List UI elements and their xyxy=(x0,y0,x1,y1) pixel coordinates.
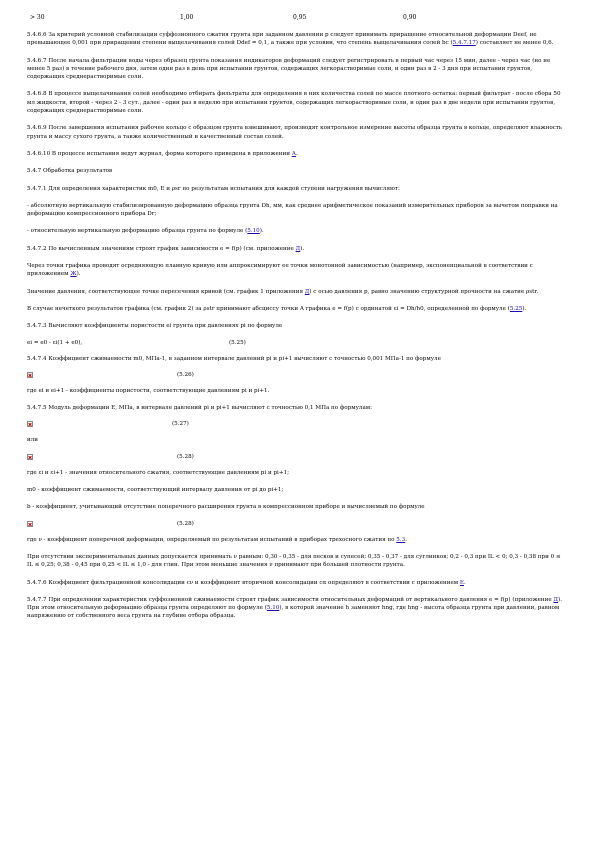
paragraph-5475-f: При отсутствии экспериментальных данных допускается принимать ν равным: 0,30 - 0,35 - для песков и супесей; 0,35 - 0,37 - для суглинков; 0,2 - 0,3 при IL < 0; 0,3 - 0,38 при 0 ≤ IL ≤ 0,25; 0,38 - 0,45 при 0,25 < IL ≤ 1,0 - для глин. При этом меньшие значения ν принимают при большей плотности грунта. xyxy=(27,553,561,569)
paragraph-text: Значение давления, соответствующее точке пересечения кривой (см. график 1 приложения xyxy=(27,288,305,295)
paragraph-5472: 5.4.7.2 По вычисленным значениям строят график зависимости e = f(p) (см. приложение Д). xyxy=(27,245,305,252)
equation-number: (5.26) xyxy=(177,371,194,378)
table-row-last xyxy=(27,14,568,22)
link-appendix-d[interactable]: Д xyxy=(304,288,310,295)
link-section-5-3[interactable]: 5.3 xyxy=(396,536,406,543)
paragraph-text: 5.4.7.6 Коэффициент фильтрационной консолидации cν и коэффициент вторичной консолидации cα определяют в соответствии с приложением xyxy=(27,579,460,586)
paragraph-5474-b: где ei и ei+1 - коэффициенты пористости, соответствующие давлениям pi и pi+1. xyxy=(27,387,270,394)
table-cell: 0,90 xyxy=(403,14,417,21)
formula-text: ei = e0 - εi(1 + e0), xyxy=(27,339,83,346)
paragraph-5475-d: b - коэффициент, учитывающий отсутствие поперечного расширения грунта в компрессионном приборе и вычисляемый по формуле xyxy=(27,504,425,511)
paragraph-text: Через точки графика проводят осредняющую плавную кривую или аппроксимируют ее точки монотонной зависимостью (например, экспоненциальной в соответствии с приложением xyxy=(27,263,533,278)
paragraph-text: 5.4.6.6 За критерий условной стабилизации суффозионного сжатия грунта при заданном давлении р следует принимать приращение относительной деформации Deef, не превышающее 0,001 при приращении степени выщелачивания солей Ddef = 0,1, а также при условии, что степень выщелачивания солей bc ( xyxy=(27,32,537,47)
link-appendix-a[interactable]: А xyxy=(291,150,297,157)
paragraph-text: ). При этом относительную деформацию образца грунта определяют по формуле ( xyxy=(27,596,563,612)
broken-image-icon xyxy=(27,521,33,527)
paragraph-5471: 5.4.7.1 Для определения характеристик m0, E и ρsr по результатам испытания для каждой ступени нагружения вычисляют: xyxy=(27,185,400,192)
paragraph-text: В случае нечеткого результатов графика (см. график 2) за ρstr принимают абсциссу точки A графика e = f(p) с ординатой εi = Dh/h0, определенной по формуле ( xyxy=(27,305,510,312)
paragraph-5466 xyxy=(27,31,568,48)
table-cell: 1,00 xyxy=(180,14,194,21)
table-cell: > 30 xyxy=(30,14,45,21)
equation-number: (5.28) xyxy=(177,453,194,460)
section-heading-547: 5.4.7 Обработка результатов xyxy=(27,168,113,175)
paragraph-5477 xyxy=(27,596,568,621)
formula-5-26 xyxy=(27,368,568,382)
paragraph-5472-c xyxy=(27,288,568,296)
paragraph-text: 5.4.6.10 В процессе испытания ведут журнал, форма которого приведена в приложении xyxy=(27,150,292,157)
paragraph-5471-b: - относительную вертикальную деформацию образца грунта по формуле (5.10). xyxy=(27,228,264,235)
formula-5-29 xyxy=(27,517,568,531)
paragraph-text: - относительную вертикальную деформацию образца грунта по формуле ( xyxy=(27,228,248,235)
paragraph-5472-d: В случае нечеткого результатов графика (см. график 2) за ρstr принимают абсциссу точки A графика e = f(p) с ординатой εi = Dh/h0, определенной по формуле (5.25). xyxy=(27,305,527,312)
link-appendix-zh[interactable]: Ж xyxy=(70,271,77,278)
table-cell: 0,95 xyxy=(293,14,307,21)
formula-5-25 xyxy=(27,336,568,350)
formula-5-28 xyxy=(27,450,568,464)
paragraph-5469: 5.4.6.9 После завершения испытания рабочее кольцо с образцом грунта взвешивают, производят контрольное измерение высоты образца грунта в кольце, определяют влажность грунта и массу сухого грунта, а также количественный и качественный состав солей. xyxy=(27,125,562,140)
link-appendix-d[interactable]: Д xyxy=(553,596,559,603)
paragraph-5476: 5.4.7.6 Коэффициент фильтрационной консолидации cν и коэффициент вторичной консолидации cα определяют в соответствии с приложением Е. xyxy=(27,579,466,586)
paragraph-5468: 5.4.6.8 В процессе выщелачивания солей необходимо отбирать фильтраты для определения в них количества солей по массе плотного остатка: первый фильтрат - после сбора 50 мл жидкости, второй - через 2 - 3 сут., далее - один раз в неделю при испытании грунтов, содержащих легкорастворимые соли, и один раз в две недели при испытании грунтов, содержащих среднерастворимые соли. xyxy=(27,91,561,115)
link-5-4-7-17[interactable]: 5.4.7.17 xyxy=(452,40,476,47)
broken-image-icon xyxy=(27,372,33,378)
link-appendix-d[interactable]: Д xyxy=(295,245,301,252)
paragraph-5473: 5.4.7.3 Вычисляют коэффициенты пористости ei грунта при давлениях pi по формуле xyxy=(27,323,283,330)
paragraph-5475-e: где ν - коэффициент поперечной деформации, определяемый по результатам испытаний в приборах трехосного сжатия по 5.3. xyxy=(27,536,407,543)
paragraph-5475: 5.4.7.5 Модуль деформации E, МПа, в интервале давлений pi и pi+1 вычисляют с точностью 0,1 МПа по формулам: xyxy=(27,405,373,412)
paragraph-text: 5.4.7.2 По вычисленным значениям строят график зависимости e = f(p) (см. приложение xyxy=(27,245,296,252)
paragraph-54610: 5.4.6.10 В процессе испытания ведут журнал, форма которого приведена в приложении А. xyxy=(27,150,298,157)
link-formula-5-10[interactable]: 5.10 xyxy=(247,228,260,235)
link-appendix-e[interactable]: Е xyxy=(459,579,464,586)
paragraph-5475-b: где εi и εi+1 - значения относительного сжатия, соответствующие давлениям pi и pi+1; xyxy=(27,469,289,476)
broken-image-icon xyxy=(27,454,33,460)
equation-number: (5.27) xyxy=(172,421,189,428)
paragraph-5474: 5.4.7.4 Коэффициент сжимаемости m0, МПа-1, в заданном интервале давлений pi и pi+1 вычисляют с точностью 0,001 МПа-1 по формуле xyxy=(27,355,441,362)
paragraph-5471-a: - абсолютную вертикальную стабилизированную деформацию образца грунта Dh, мм, как среднее арифметическое показаний измерительных приборов за вычетом поправки на деформацию компрессионного прибора Dr; xyxy=(27,202,558,218)
or-text: или xyxy=(27,437,39,444)
broken-image-icon xyxy=(27,421,33,427)
paragraph-text: где ν - коэффициент поперечной деформации, определяемый по результатам испытаний в приборах трехосного сжатия по xyxy=(27,536,397,543)
formula-5-27 xyxy=(27,417,568,431)
paragraph-5467: 5.4.6.7 После начала фильтрации воды через образец грунта показания индикаторов деформаций следует регистрировать в первый час через 15 мин, далее - через час (но не менее 5 раз) в течение рабочего дня, затем один раз в день при испытании грунтов, содержащих легкорастворимые соли, и один раз в 2 - 3 дня при испытании грунтов, содержащих среднерастворимые соли. xyxy=(27,57,551,81)
link-formula-5-10[interactable]: 5.10 xyxy=(266,605,280,612)
equation-number: (5.25) xyxy=(229,339,246,346)
paragraph-text: ) составляет не менее 0,6. xyxy=(475,40,554,47)
paragraph-text: ), в которой значение h заменяют hng, где hng - высота образца грунта при давлении, равном напряжению от собственного веса грунта на глубине отбора образца. xyxy=(27,605,560,620)
paragraph-text: ) с осью давления р, равно значению структурной прочности на сжатие ρstr. xyxy=(309,288,539,295)
paragraph-5475-c: m0 - коэффициент сжимаемости, соответствующий интервалу давления от pi до pi+1; xyxy=(27,487,284,494)
paragraph-text: 5.4.7.7 При определении характеристик суффозионной сжимаемости строят график зависимости относительных деформаций от вертикального давления e = f(p) (приложение xyxy=(27,596,554,603)
link-formula-5-25[interactable]: 5.25 xyxy=(509,305,523,312)
paragraph-5472-b: Через точки графика проводят осредняющую плавную кривую или аппроксимируют ее точки монотонной зависимостью (например, экспоненциальной в соответствии с приложением Ж). xyxy=(27,263,533,278)
equation-number: (5.28) xyxy=(177,520,194,527)
